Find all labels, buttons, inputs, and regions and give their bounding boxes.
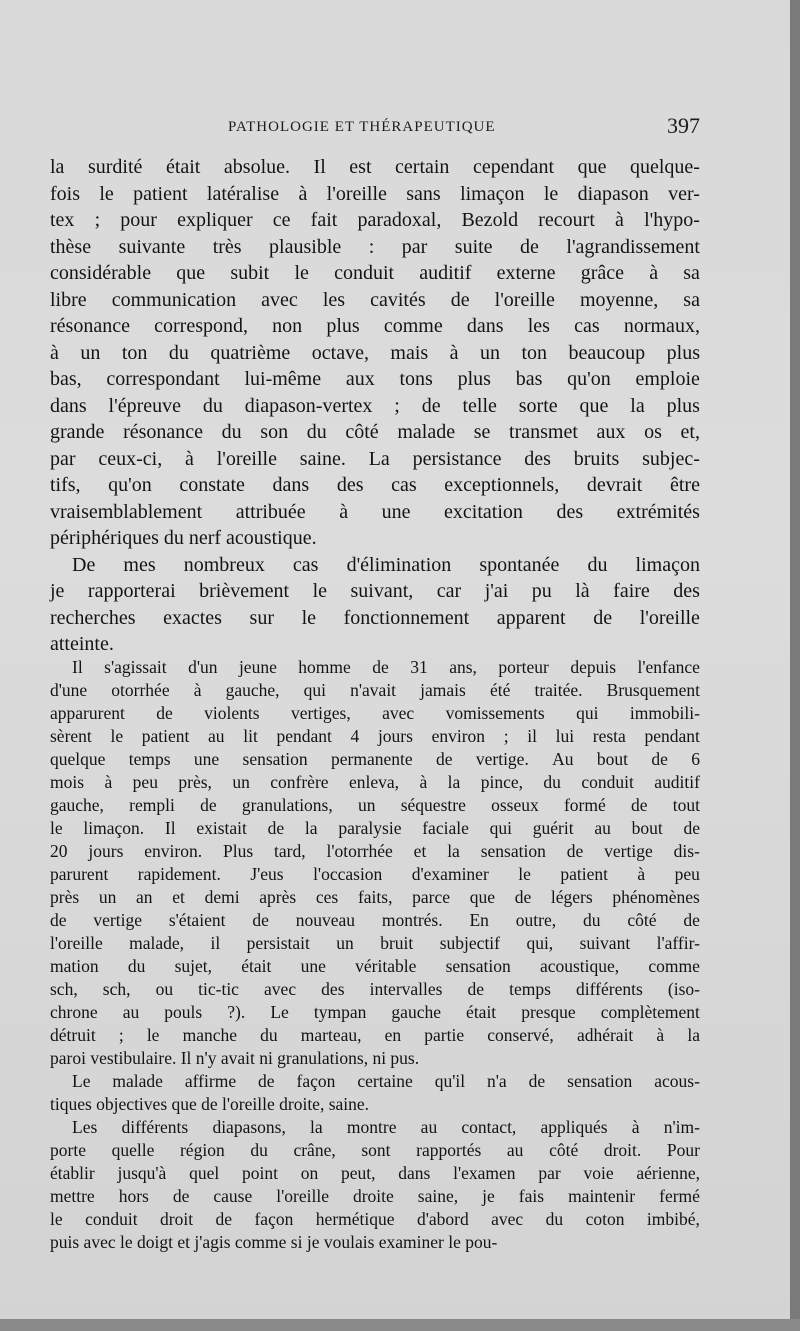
text-line: chrone au pouls ?). Le tympan gauche était presque complètement <box>50 1002 700 1022</box>
page-edge-bottom <box>0 1319 800 1331</box>
text-line: Les différents diapasons, la montre au contact, appliqués à n'im- <box>72 1117 700 1137</box>
text-line: Il s'agissait d'un jeune homme de 31 ans, porteur depuis l'enfance <box>72 657 700 677</box>
page-edge <box>790 0 800 1331</box>
paragraph <box>50 552 700 658</box>
text-line: bas, correspondant lui-même aux tons plus bas qu'on emploie <box>50 368 700 390</box>
text-line: puis avec le doigt et j'agis comme si je voulais examiner le pou- <box>50 1232 498 1252</box>
text-line: fois le patient latéralise à l'oreille sans limaçon le diapason ver- <box>50 182 700 205</box>
text-line: le limaçon. Il existait de la paralysie faciale qui guérit au bout de <box>50 818 700 838</box>
text-line: recherches exactes sur le fonctionnement apparent de l'oreille <box>50 606 700 629</box>
text-line: de vertige s'étaient de nouveau montrés. En outre, du côté de <box>50 910 700 930</box>
text-line: périphériques du nerf acoustique. <box>50 527 317 549</box>
text-line: De mes nombreux cas d'élimination spontanée du limaçon <box>72 553 700 576</box>
text-line: gauche, rempli de granulations, un séquestre osseux formé de tout <box>50 795 700 815</box>
page-number: 397 <box>667 113 700 138</box>
text-line: établir jusqu'à quel point on peut, dans l'examen par voie aérienne, <box>50 1163 700 1183</box>
text-line: je rapporterai brièvement le suivant, car j'ai pu là faire des <box>50 580 700 602</box>
text-line: l'oreille malade, il persistait un bruit subjectif qui, suivant l'affir- <box>50 933 700 953</box>
main-text-block <box>50 154 700 658</box>
text-line: libre communication avec les cavités de l'oreille moyenne, sa <box>50 288 700 311</box>
paragraph <box>50 1070 700 1116</box>
text-line: tex ; pour expliquer ce fait paradoxal, Bezold recourt à l'hypo- <box>50 209 700 231</box>
text-line: apparurent de violents vertiges, avec vomissements qui immobili- <box>50 703 700 723</box>
text-line: mettre hors de cause l'oreille droite saine, je fais maintenir fermé <box>50 1186 700 1206</box>
text-line: tifs, qu'on constate dans des cas exceptionnels, devrait être <box>50 474 700 496</box>
text-line: mois à peu près, un confrère enleva, à la pince, du conduit auditif <box>50 772 700 792</box>
text-line: résonance correspond, non plus comme dans les cas normaux, <box>50 315 700 337</box>
text-line: atteinte. <box>50 633 114 655</box>
text-line: quelque temps une sensation permanente de vertige. Au bout de 6 <box>50 749 700 769</box>
text-line: le conduit droit de façon hermétique d'abord avec du coton imbibé, <box>50 1209 700 1229</box>
text-line: 20 jours environ. Plus tard, l'otorrhée et la sensation de vertige dis- <box>50 841 700 861</box>
text-line: grande résonance du son du côté malade se transmet aux os et, <box>50 421 700 443</box>
text-line: Le malade affirme de façon certaine qu'il n'a de sensation acous- <box>72 1071 700 1091</box>
text-line: thèse suivante très plausible : par suite de l'agrandissement <box>50 235 700 258</box>
page-header <box>50 113 700 143</box>
text-line: sch, sch, ou tic-tic avec des intervalles de temps différents (iso- <box>50 979 700 999</box>
text-line: à un ton du quatrième octave, mais à un ton beaucoup plus <box>50 341 700 364</box>
text-line: tiques objectives que de l'oreille droite, saine. <box>50 1094 370 1114</box>
running-head: PATHOLOGIE ET THÉRAPEUTIQUE <box>228 119 496 135</box>
small-print-block <box>50 656 700 1254</box>
text-line: mation du sujet, était une véritable sensation acoustique, comme <box>50 956 700 976</box>
paragraph <box>50 1116 700 1254</box>
text-line: dans l'épreuve du diapason-vertex ; de telle sorte que la plus <box>50 394 700 417</box>
text-line: sèrent le patient au lit pendant 4 jours environ ; il lui resta pendant <box>50 726 700 746</box>
paragraph <box>50 154 700 552</box>
paragraph <box>50 656 700 1070</box>
text-line: d'une otorrhée à gauche, qui n'avait jamais été traitée. Brusquement <box>50 680 700 700</box>
text-line: la surdité était absolue. Il est certain cependant que quelque- <box>50 156 700 178</box>
text-line: paroi vestibulaire. Il n'y avait ni granulations, ni pus. <box>50 1048 420 1068</box>
text-line: parurent rapidement. J'eus l'occasion d'examiner le patient à peu <box>50 864 700 884</box>
text-line: considérable que subit le conduit auditif externe grâce à sa <box>50 262 700 284</box>
text-line: vraisemblablement attribuée à une excitation des extrémités <box>50 500 700 523</box>
text-line: porte quelle région du crâne, sont rapportés au côté droit. Pour <box>50 1140 700 1160</box>
text-line: près un an et demi après ces faits, parce que de légers phénomènes <box>50 887 700 907</box>
text-line: détruit ; le manche du marteau, en partie conservé, adhérait à la <box>50 1025 700 1045</box>
text-line: par ceux-ci, à l'oreille saine. La persistance des bruits subjec- <box>50 447 700 470</box>
